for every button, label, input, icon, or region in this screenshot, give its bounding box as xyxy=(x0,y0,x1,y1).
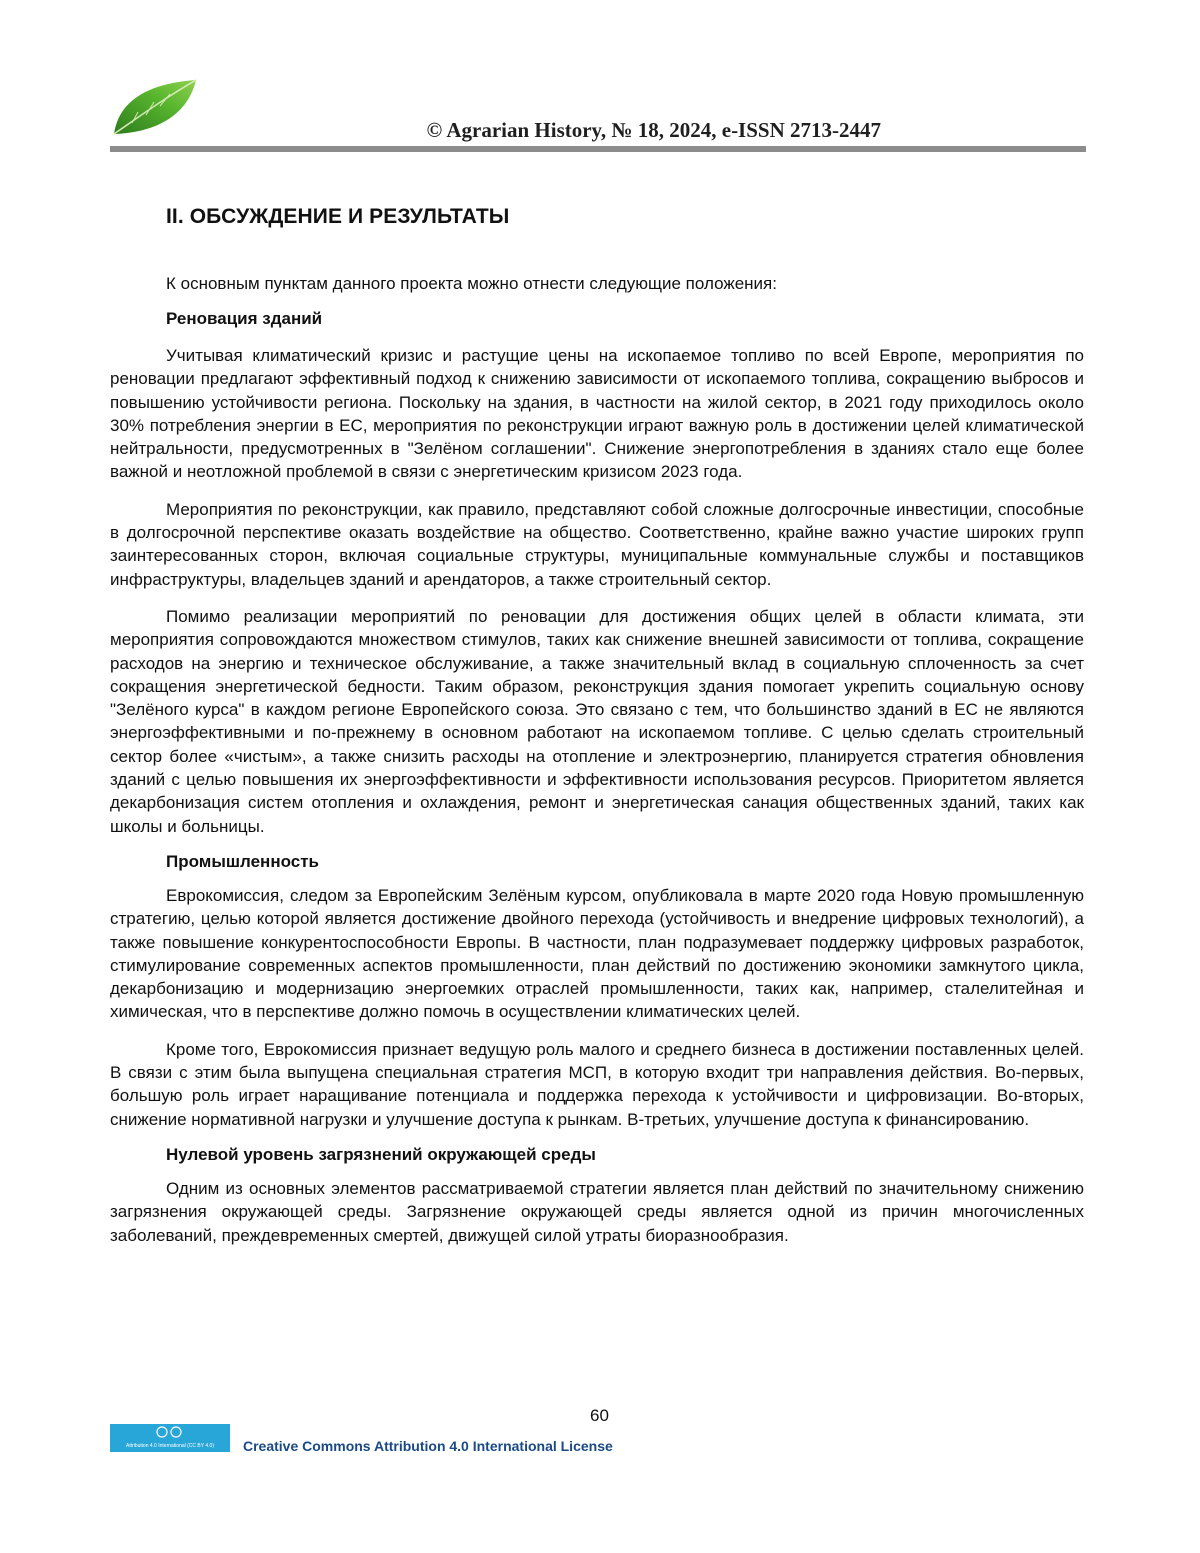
license-link[interactable]: Creative Commons Attribution 4.0 International License xyxy=(243,1438,613,1454)
paragraph: Одним из основных элементов рассматриваемой стратегии является план действий по значительному снижению загрязнения окружающей среды. Загрязнение окружающей среды является одной из причин многочисленных заболеваний, преждевременных смертей, движущей силой утраты биоразнообразия. xyxy=(110,1178,1084,1245)
intro-paragraph: К основным пунктам данного проекта можно отнести следующие положения: xyxy=(166,274,777,293)
subheading-renovation: Реновация зданий xyxy=(166,309,323,328)
cc-by-badge-icon[interactable] xyxy=(110,1424,230,1452)
paragraph: Еврокомиссия, следом за Европейским Зелёным курсом, опубликовала в марте 2020 года Новую промышленную стратегию, целью которой является достижение двойного перехода (устойчивость и внедрение цифровых технологий), а также повышение конкурентоспособности Европы. В частности, план подразумевает поддержку цифровых разработок, стимулирование современных аспектов промышленности, план действий по достижению экономики замкнутого цикла, декарбонизацию и модернизацию энергоемких отраслей промышленности, таких как, например, сталелитейная и химическая, что в перспективе должно помочь в осуществлении климатических целей. xyxy=(110,885,1084,1022)
page-footer xyxy=(110,1424,810,1456)
journal-citation: © Agrarian History, № 18, 2024, e-ISSN 2713-2447 xyxy=(426,118,881,142)
paragraph: Помимо реализации мероприятий по реновации для достижения общих целей в области климата, эти мероприятия сопровождаются множеством стимулов, таких как снижение внешней зависимости от топлива, сокращение расходов на энергию и техническое обслуживание, а также значительный вклад в социальную сплоченность за счет сокращения энергетической бедности. Таким образом, реконструкция здания помогает укрепить социальную основу "Зелёного курса" в каждом регионе Европейского союза. Это связано с тем, что большинство зданий в ЕС не являются энергоэффективными и по-прежнему в основном работают на ископаемом топливе. С целью сделать строительный сектор более «чистым», а также снизить расходы на отопление и электроэнергию, планируется стратегия обновления зданий с целью повышения их энергоэффективности и эффективности использования ресурсов. Приоритетом является декарбонизация систем отопления и охлаждения, ремонт и энергетическая санация общественных зданий, таких как школы и больницы. xyxy=(110,606,1084,836)
article-body xyxy=(110,205,1084,1247)
green-leaf-icon xyxy=(110,76,202,138)
subheading-industry: Промышленность xyxy=(166,851,319,871)
page-header xyxy=(110,70,1086,154)
page-number: 60 xyxy=(590,1406,609,1425)
section-title: II. ОБСУЖДЕНИЕ И РЕЗУЛЬТАТЫ xyxy=(166,205,510,228)
paragraph: Кроме того, Еврокомиссия признает ведущую роль малого и среднего бизнеса в достижении поставленных целей. В связи с этим была выпущена специальная стратегия МСП, в которую входит три направления действия. Во-первых, большую роль играет наращивание потенциала и поддержка перехода к устойчивости и цифровизации. Во-вторых, снижение нормативной нагрузки и улучшение доступа к рынкам. В-третьих, улучшение доступа к финансированию. xyxy=(110,1039,1084,1129)
paragraph: Учитывая климатический кризис и растущие цены на ископаемое топливо по всей Европе, мероприятия по реновации предлагают эффективный подход к снижению зависимости от ископаемого топлива, сокращению выбросов и повышению устойчивости региона. Поскольку на здания, в частности на жилой сектор, в 2021 году приходилось около 30% потребления энергии в ЕС, мероприятия по реконструкции играют важную роль в достижении целей климатической нейтральности, предусмотренных в "Зелёном соглашении". Снижение энергопотребления в зданиях стало еще более важной и неотложной проблемой в связи с энергетическим кризисом 2023 года. xyxy=(110,346,1084,482)
subheading-pollution: Нулевой уровень загрязнений окружающей среды xyxy=(166,1144,596,1164)
paragraph: Мероприятия по реконструкции, как правило, представляют собой сложные долгосрочные инвестиции, способные в долгосрочной перспективе оказать воздействие на общество. Соответственно, крайне важно участие широких групп заинтересованных сторон, включая социальные структуры, муниципальные коммунальные службы и поставщиков инфраструктуры, владельцев зданий и арендаторов, а также строительный сектор. xyxy=(110,499,1084,589)
badge-text: Attribution 4.0 International (CC BY 4.0) xyxy=(125,1443,215,1449)
header-rule xyxy=(110,146,1086,152)
